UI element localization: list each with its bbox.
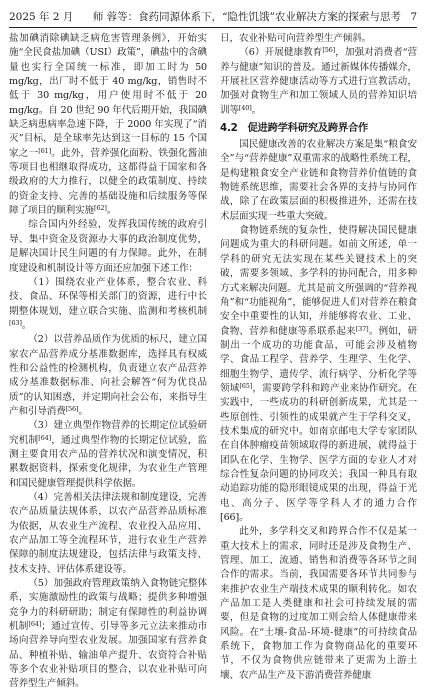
page-number: 7 (410, 11, 417, 23)
paragraph (9, 577, 207, 692)
citation-ref: [56] (65, 404, 79, 413)
paragraph-text: 食物链系统的复杂性，使得解决国民健康问题成为重大的科研问题。如前文所述，单一学科的研究无法实现在某些关键技术上的突破，需要多领域、多学科的协同配合，用多种方式来解决问题。尤其是前文所强调的“营养视角”和“功能视角”，能够促进人们对营养在粮食安全中重要性的认知，并能够将农业、工业、食物、营养和健康等系联系起来 (220, 225, 417, 337)
paragraph-text: （5）加强政府管理政策纳入食物链完整体系，实施激励性的政策与战略；提供多种增强竞争力的科研研助；制定有保障性的利益协调机制 (9, 578, 207, 633)
paragraph-text: 综合国内外经验，发挥我国传统的政府引导、集中资金及资源办大事的政治制度优势，是解决国计民生问题的有力保障。此外，在制度建设和机制设计等方面还应加强下述工作： (9, 219, 207, 274)
paragraph-text: 。 (21, 319, 32, 331)
paragraph-text: （4）完善相关法律法规和制度建设，完善农产品质量法规体系，以农产品营养品质标准为依据，从农业生产流程、农业投入品应用、农产品加工等全流程环节，进行农业生产营养保障的制度法规建设，包括法律与政策支持、技术支持、评估体系建设等。 (9, 492, 207, 575)
paragraph (9, 218, 207, 275)
left-column (9, 32, 208, 690)
paragraph-text: ；通过宣传、引导等多元立法来推动市场向营养导向型农业发展。加强国家有营养食品、种植补贴、输油单产提升、农资符合补贴等多个农业补贴项目的整合，以农业补贴可向营养型生产倾斜。 (9, 621, 208, 690)
paragraph-text: 。 (78, 405, 88, 417)
citation-ref: [40] (238, 103, 252, 112)
citation-ref: [61] (38, 146, 51, 155)
page-header (9, 8, 417, 24)
paragraph-text: ，通过典型作物的长期定位试验，监测主要食用农产品的营养状况和演变情况，积累数据资料，探索变化规律，为农业生产管理和国民健康管理提供科学依据。 (9, 434, 207, 489)
paragraph (220, 525, 417, 683)
right-column (220, 32, 418, 681)
paragraph (9, 419, 207, 491)
paragraph (9, 333, 207, 419)
paragraph-text: 。此外，营养强化面粉、铁强化酱油等项目也相继取得成功，这都得益于国家和各级政府的大力推行，以健全的政策制度、持续的资金支持、完善的基础设施和后续服务等保障了项目的顺利实施 (9, 147, 207, 217)
citation-ref: [64] (28, 620, 42, 629)
paragraph (220, 32, 417, 46)
paragraph-text: ，需要跨学科和跨产业来协作研究。在实践中，一些成功的科研创新成果，尤其是一些原创性、引领性的成果就产生于学科交叉，技术集成的研究中。如南京邮电大学专家团队在自体肿瘤疫苗领域取得的新进展，就得益于团队在化学、生物学、医学方面的专业人才对综合性复杂问题的协同攻关；我国一种具有取动追踪功能的隐形眼镜成果的出现，得益于光电、高分子、医学等学科人才的通力合作[66]。 (220, 382, 418, 523)
paragraph-text: 。 (251, 104, 262, 116)
citation-ref: [64] (38, 433, 51, 442)
paragraph (220, 224, 417, 525)
citation-ref: [37] (355, 324, 369, 333)
paragraph-text: 国民健康改善的农业解决方案是集“粮食安全”与“营养健康”双重需求的战略性系统工程，是构建粮食安全产业链和食物营养价值链的食物链系统思维，需要社会各界的支持与协同作战，除了在政策层面的积极推进外，还需在技术层面实现一些重大突破。 (220, 139, 417, 222)
paragraph (9, 276, 207, 333)
paragraph-text: （1）围绕农业产业体系，整合农业、科技、食品、环保等相关部门的资源，进行中长期整体规划，建立联合实施、监测和考核机制 (9, 276, 207, 317)
paragraph (220, 138, 417, 224)
paragraph-text: （2）以营养品质作为优质的标尺，建立国家农产品营养成分基准数据库，选择具有权威性和公益性的检测机构，负责建立农产品营养成分基准数据标准、向社会解答“何为优良品质”的认知困惑，并定期向社会公布，来指导生产和引导消费 (9, 334, 207, 417)
section-heading: 4.2 促进跨学科研究及跨界合作 (220, 123, 369, 135)
issue-date: 2025 年 2 月 (9, 11, 74, 23)
running-title: 师 蓉等：食药同源体系下，“隐性饥饿”农业解决方案的探索与思考 (92, 11, 401, 23)
paragraph-text: （3）建立典型作物营养的长期定位试验研究机制 (9, 420, 207, 446)
header-rule (9, 27, 417, 28)
paragraph-text: （6）开展健康教育 (239, 47, 323, 59)
paragraph-text: 盐加碘消除碘缺乏病危害管理条例》，开始实施“全民食盐加碘（USI）政策”，碘盐中的含碘量也实行全国统一标准，即加工时为 50 mg/kg，出厂时不低于 40 mg/kg，销售时不低于 30 mg/kg，用户使用时不低于 20 mg/kg。自 20 世纪 90 年代后期开始，我国碘缺乏病患病率急速下降，于 2000 年实现了“消灭”目标，是全球率先达到这一目标的 15 个国家之一 (9, 33, 207, 159)
paragraph-text: 日，农业补贴可向营养型生产倾斜。 (220, 33, 372, 44)
paragraph (9, 491, 207, 577)
paragraph-text: 此外，多学科交叉和跨界合作不仅是某一重大技术上的需求，同时还是涉及食物生产、管理、加工、流通、销售和消费等各环节之间合作的需求。当前，我国需要各环节共同参与来推护农业生产端技术成果的顺利转化。如农产品加工是人类健康和社会可持续发展的需要，但是食物的过度加工则会给人体健康带来风险。在“土壤-食品-环境-健康”的可持续食品系统下，食物加工作为食物商品化的重要环节，不仅为食物供应链带来了更需为上游土壤、农产品生产及下游消费营养健康 (220, 526, 417, 681)
paragraph-text: 。 (106, 205, 117, 217)
paragraph (220, 46, 417, 118)
citation-ref: [63] (9, 318, 22, 327)
paragraph (9, 32, 207, 218)
paragraph-text: 。例如，研制出一个成功的功能食品，可能会涉及植物学、食品工程学、营养学、生理学、生化学、细胞生物学、遗传学、流行病学、分析化学等领域 (220, 325, 418, 394)
citation-ref: [62] (94, 204, 107, 213)
citation-ref: [65] (239, 381, 253, 390)
paragraph-text: ，加强对消费者“营养与健康”知识的普及。通过新媒体传播媒介，开展社区营养健康活动等方式进行宣教活动，加强对食物生产和加工领域人员的营养知识培训等 (220, 47, 417, 116)
citation-ref: [56] (322, 46, 336, 55)
